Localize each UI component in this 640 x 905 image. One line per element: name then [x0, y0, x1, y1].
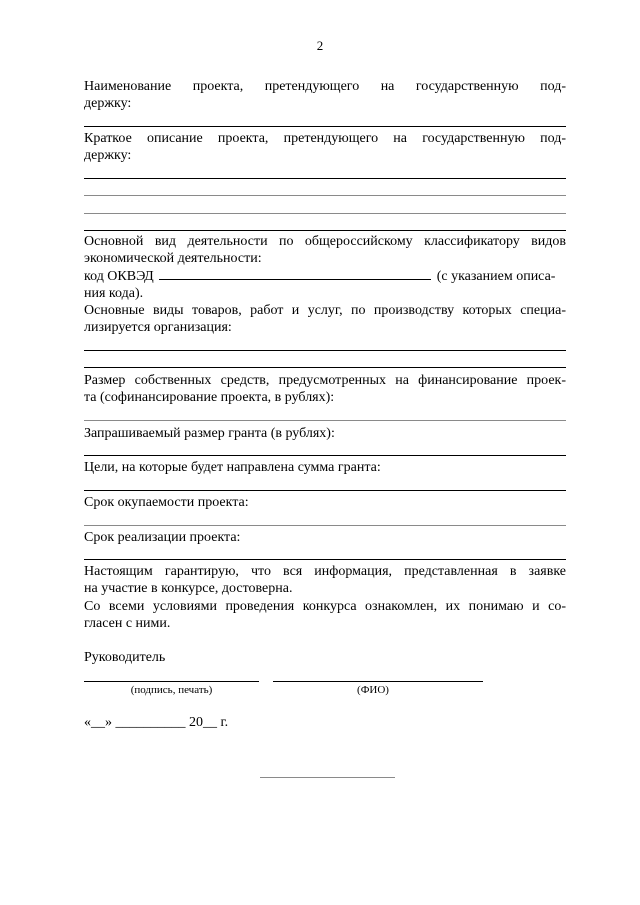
activity-label-line4: ния кода). [84, 286, 144, 301]
full-name-caption: (ФИО) [357, 684, 389, 696]
activity-label-line1: Основной вид деятельности по общероссийскому классификатору видов [84, 234, 566, 249]
page-number: 2 [316, 38, 324, 53]
okved-row [84, 267, 566, 286]
grant-purpose-field[interactable] [84, 490, 566, 491]
own-funds-label-line2: та (софинансирование проекта, в рублях): [84, 390, 335, 405]
activity-field-line1[interactable] [84, 350, 566, 351]
project-description-label-line2: держку: [84, 148, 132, 163]
grant-amount-label: Запрашиваемый размер гранта (в рублях): [84, 426, 335, 441]
declaration-line3: Со всеми условиями проведения конкурса ознакомлен, их понимаю и со- [84, 599, 566, 614]
signature-caption: (подпись, печать) [130, 684, 213, 696]
implementation-label: Срок реализации проекта: [84, 530, 241, 545]
project-name-label-line1: Наименование проекта, претендующего на государственную под- [84, 79, 566, 94]
project-description-field-line3[interactable] [84, 213, 566, 214]
activity-label-line2: экономической деятельности: [84, 251, 262, 266]
payback-label: Срок окупаемости проекта: [84, 495, 249, 510]
own-funds-field[interactable] [84, 420, 566, 421]
declaration-line2: на участие в конкурсе, достоверна. [84, 581, 293, 596]
grant-purpose-label: Цели, на которые будет направлена сумма гранта: [84, 460, 381, 475]
declaration-line4: гласен с ними. [84, 616, 171, 631]
project-description-field-line4[interactable] [84, 230, 566, 231]
project-description-field-line2[interactable] [84, 195, 566, 196]
project-description-field-line1[interactable] [84, 178, 566, 179]
activity-label-line6: лизируется организация: [84, 320, 232, 335]
okved-suffix: (с указанием описа- [436, 269, 556, 284]
signature-field[interactable] [84, 681, 259, 682]
payback-field[interactable] [84, 525, 566, 526]
head-label: Руководитель [84, 650, 166, 665]
implementation-field[interactable] [84, 559, 566, 560]
full-name-field[interactable] [273, 681, 483, 682]
project-name-label-line2: держку: [84, 96, 132, 111]
date-line[interactable]: «__» __________ 20__ г. [84, 715, 229, 730]
activity-label-line5: Основные виды товаров, работ и услуг, по производству которых специа- [84, 303, 566, 318]
grant-amount-field[interactable] [84, 455, 566, 456]
activity-field-line2[interactable] [84, 367, 566, 368]
okved-label: код ОКВЭД [84, 269, 154, 284]
project-name-field[interactable] [84, 126, 566, 127]
okved-code-field[interactable] [159, 267, 431, 280]
footer-divider [260, 777, 395, 778]
own-funds-label-line1: Размер собственных средств, предусмотренных на финансирование проек- [84, 373, 566, 388]
declaration-line1: Настоящим гарантирую, что вся информация, представленная в заявке [84, 564, 566, 579]
project-description-label-line1: Краткое описание проекта, претендующего на государственную под- [84, 131, 566, 146]
